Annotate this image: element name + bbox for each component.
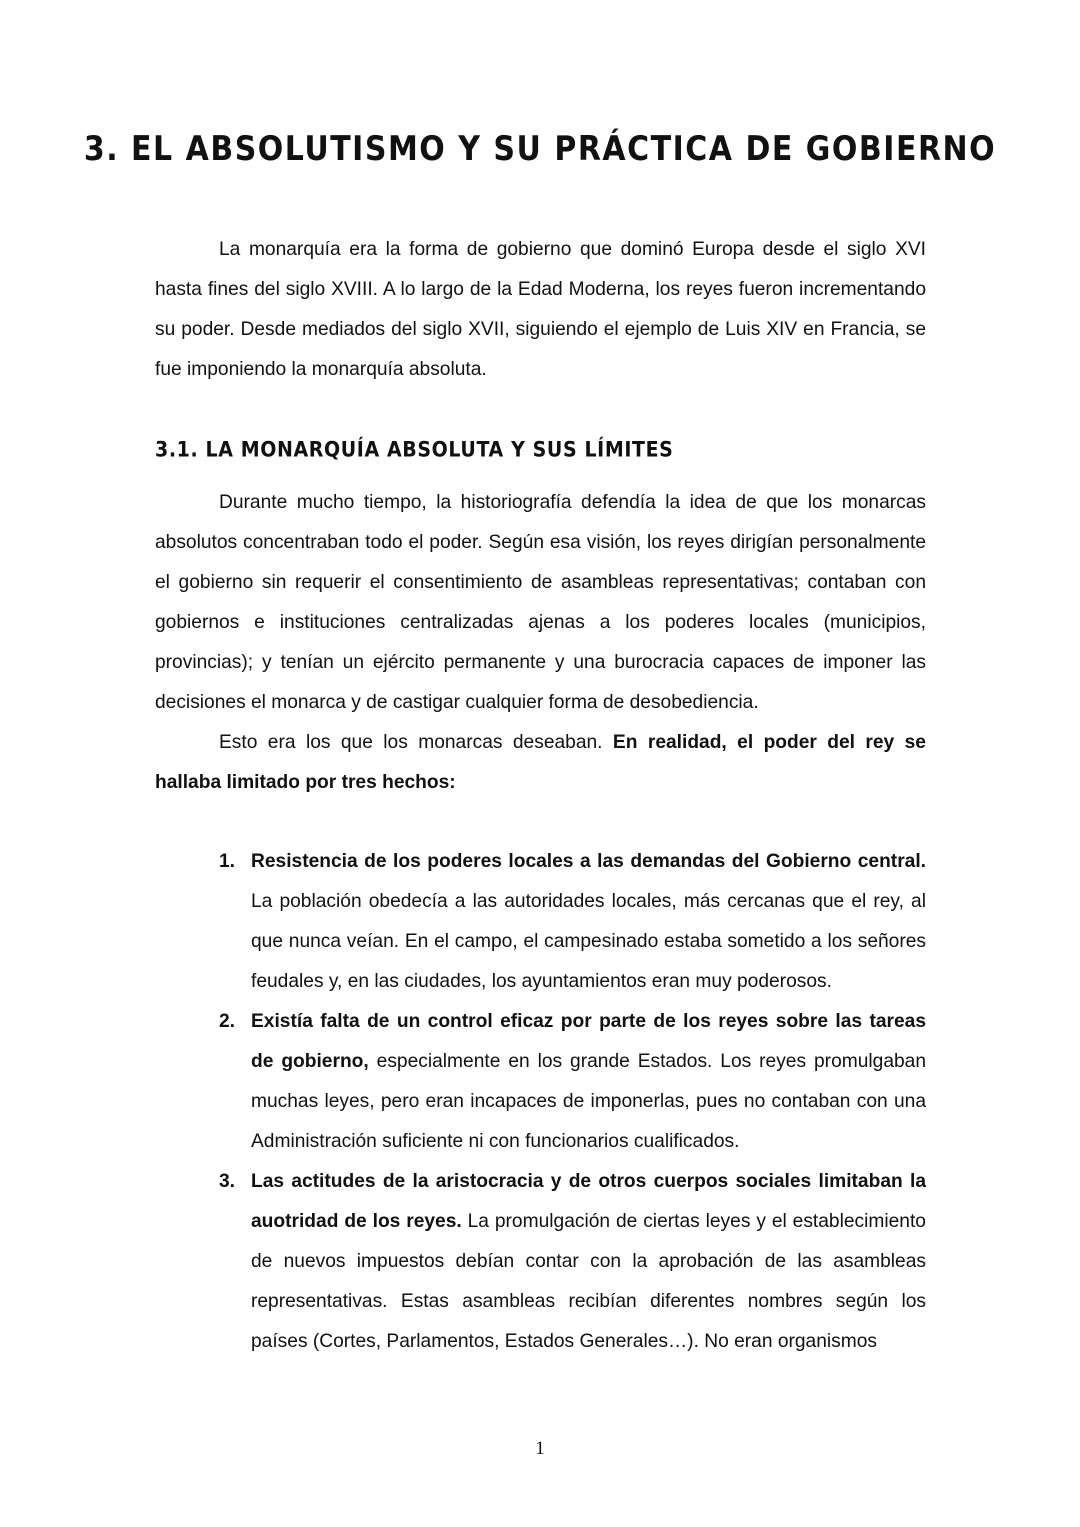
limits-list [155, 842, 926, 1362]
section-paragraph-1: Durante mucho tiempo, la historiografía defendía la idea de que los monarcas absolutos concentraban todo el poder. Según esa visión, los reyes dirigían personalmente el gobierno sin requerir el consentimiento de asambleas representativas; contaban con gobiernos e instituciones centralizadas ajenas a los poderes locales (municipios, provincias); y tenían un ejército permanente y una burocracia capaces de imponer las decisiones el monarca y de castigar cualquier forma de desobediencia. [155, 492, 926, 713]
intro-paragraph-block [155, 230, 926, 390]
list-item-text: La población obedecía a las autoridades locales, más cercanas que el rey, al que nunca veían. En el campo, el campesinado estaba sometido a los señores feudales y, en las ciudades, los ayuntamientos eran muy poderosos. [251, 891, 926, 992]
intro-paragraph: La monarquía era la forma de gobierno que dominó Europa desde el siglo XVI hasta fines del siglo XVIII. A lo largo de la Edad Moderna, los reyes fueron incrementando su poder. Desde mediados del siglo XVII, siguiendo el ejemplo de Luis XIV en Francia, se fue imponiendo la monarquía absoluta. [155, 239, 926, 380]
list-item-number: 1. [219, 851, 236, 872]
section-body [155, 483, 926, 803]
list-item-bold: Resistencia de los poderes locales a las demandas del Gobierno central. [251, 851, 926, 872]
list-item-text: La promulgación de ciertas leyes y el establecimiento de nuevos impuestos debían contar con la aprobación de las asambleas representativas. Estas asambleas recibían diferentes nombres según los países (Cortes, Parlamentos, Estados Generales…). No eran organismos [251, 1211, 926, 1352]
list-item [155, 1162, 926, 1362]
list-item-bold: Las actitudes de la aristocracia y de otros cuerpos sociales limitaban la auotridad de los reyes. [251, 1171, 926, 1232]
list-item [155, 1002, 926, 1162]
list-item-number: 2. [219, 1011, 236, 1032]
list-item-text: especialmente en los grande Estados. Los reyes promulgaban muchas leyes, pero eran incapaces de imponerlas, pues no contaban con una Administración suficiente ni con funcionarios cualificados. [251, 1051, 927, 1152]
list-item-bold: Existía falta de un control eficaz por parte de los reyes sobre las tareas de gobierno, [251, 1011, 926, 1072]
list-item-number: 3. [219, 1171, 236, 1192]
section-title: 3.1. LA MONARQUÍA ABSOLUTA Y SUS LÍMITES [155, 438, 674, 463]
paragraph-2-bold: En realidad, el poder del rey se hallaba limitado por tres hechos: [155, 732, 926, 793]
list-item [155, 842, 926, 1002]
section-paragraph-2 [155, 723, 926, 803]
page-title: 3. EL ABSOLUTISMO Y SU PRÁCTICA DE GOBIERNO [83, 129, 997, 170]
paragraph-2-plain: Esto era los que los monarcas deseaban. [219, 732, 613, 753]
page-number: 1 [535, 1438, 545, 1459]
